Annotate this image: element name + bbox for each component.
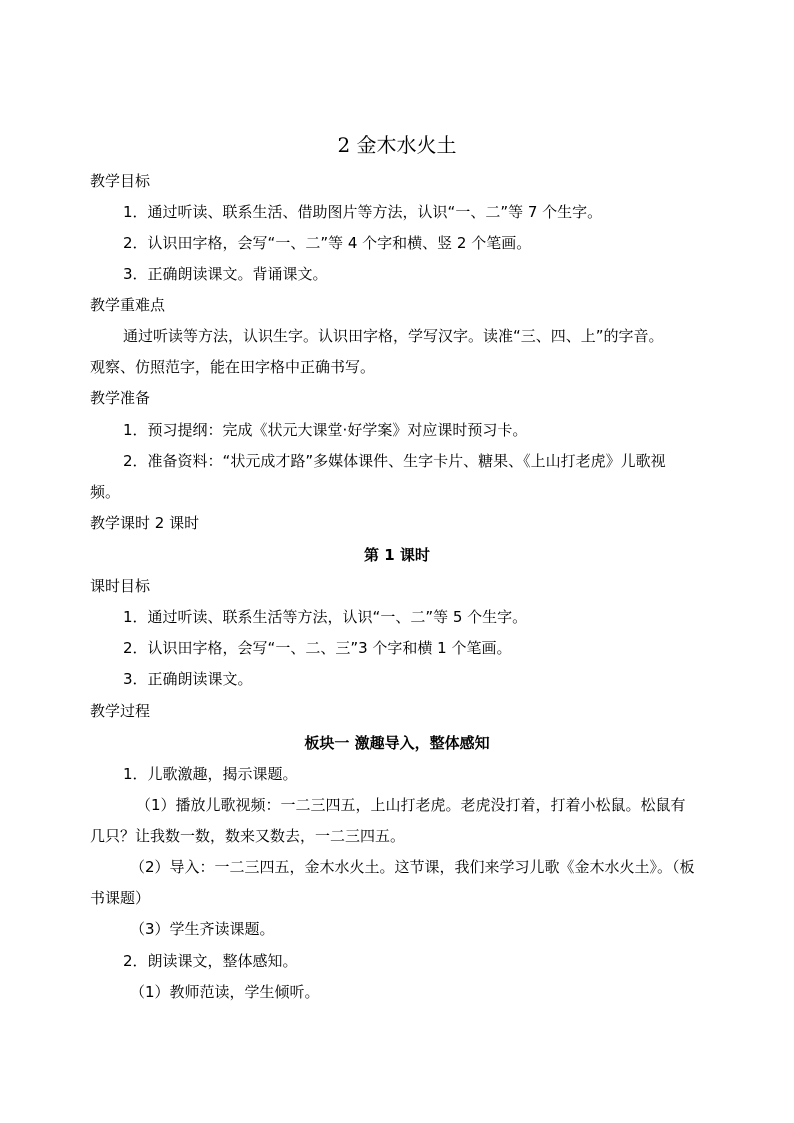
step-1-2-line-2: 书课题） bbox=[90, 889, 151, 907]
step-1-1-line-1: （1）播放儿歌视频：一二三四五，上山打老虎。老虎没打着，打着小松鼠。松鼠有 bbox=[136, 796, 686, 814]
process-heading: 教学过程 bbox=[90, 702, 151, 720]
lesson-goal-item-2: 2．认识田字格，会写“一、二、三”3 个字和横 1 个笔画。 bbox=[123, 639, 512, 657]
step-2: 2．朗读课文，整体感知。 bbox=[123, 952, 298, 970]
teaching-hours: 教学课时 2 课时 bbox=[90, 514, 200, 532]
key-points-line-1: 通过听读等方法，认识生字。认识田字格，学写汉字。读准“三、四、上”的字音。 bbox=[123, 327, 664, 345]
prep-item-1: 1．预习提纲：完成《状元大课堂·好学案》对应课时预习卡。 bbox=[123, 421, 528, 439]
step-1: 1．儿歌激趣，揭示课题。 bbox=[123, 765, 298, 783]
goal-item-2: 2．认识田字格，会写“一、二”等 4 个字和横、竖 2 个笔画。 bbox=[123, 234, 532, 252]
prep-item-2-line-2: 频。 bbox=[90, 483, 121, 501]
block-1-heading: 板块一 激趣导入，整体感知 bbox=[304, 734, 490, 752]
lesson-goal-item-1: 1．通过听读、联系生活等方法，认识“一、二”等 5 个生字。 bbox=[123, 608, 528, 626]
step-2-1: （1）教师范读，学生倾听。 bbox=[130, 983, 320, 1001]
page-title: 2 金木水火土 bbox=[337, 133, 457, 157]
goals-heading: 教学目标 bbox=[90, 172, 151, 190]
step-1-2-line-1: （2）导入：一二三四五，金木水火土。这节课，我们来学习儿歌《金木水火土》。（板 bbox=[130, 858, 695, 876]
step-1-1-line-2: 几只？让我数一数，数来又数去，一二三四五。 bbox=[90, 827, 406, 845]
key-points-heading: 教学重难点 bbox=[90, 296, 166, 314]
step-1-3: （3）学生齐读课题。 bbox=[130, 920, 275, 938]
lesson-goals-heading: 课时目标 bbox=[90, 577, 151, 595]
prep-item-2-line-1: 2．准备资料：“状元成才路”多媒体课件、生字卡片、糖果、《上山打老虎》儿歌视 bbox=[123, 452, 666, 470]
lesson-1-heading: 第 1 课时 bbox=[364, 546, 430, 564]
lesson-goal-item-3: 3．正确朗读课文。 bbox=[123, 670, 253, 688]
prep-heading: 教学准备 bbox=[90, 389, 151, 407]
key-points-line-2: 观察、仿照范字，能在田字格中正确书写。 bbox=[90, 358, 376, 376]
goal-item-3: 3．正确朗读课文。背诵课文。 bbox=[123, 265, 328, 283]
goal-item-1: 1．通过听读、联系生活、借助图片等方法，认识“一、二”等 7 个生字。 bbox=[123, 203, 603, 221]
